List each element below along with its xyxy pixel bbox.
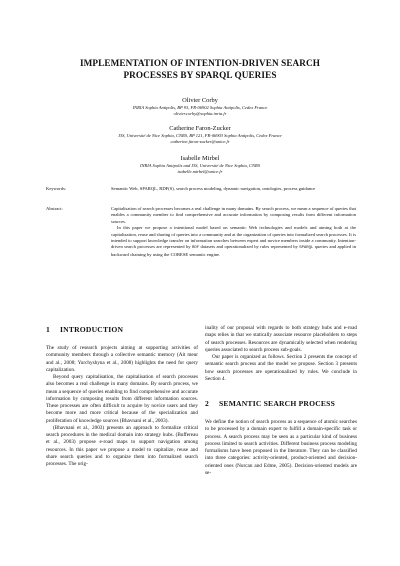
abstract-label: Abstract:	[46, 206, 63, 211]
intro-paragraph-3: (Bhavnani et al., 2003) presents an approach to formalize critical search procedures in the medical domain into strategy hubs. (Buffereau et al., 2003) propose e-road maps to support navigation among resources. In this paper we propose a model to capitalize, reuse and share search queries and to organize them into formalized search processes. The orig-	[46, 424, 198, 467]
author-email: catherine.faron-zucker@unice.fr	[170, 139, 230, 144]
author-block-1	[30, 97, 370, 117]
abstract-paragraph-1: Capitalisation of search processes becomes a real challenge in many domains. By search process, we mean a sequence of queries that enables a community member to find comprehensive and accurate information by composing results from different information sources.	[111, 206, 356, 224]
section-title: SEMANTIC SEARCH PROCESS	[219, 399, 335, 408]
abstract-paragraph-2	[111, 225, 356, 258]
keywords-text: Semantic Web, SPARQL, RDF(S), search process modeling, dynamic navigation, ontologies, process guidance	[111, 186, 316, 191]
author-name: Isabelle Mirbel	[180, 155, 220, 162]
abstract-rdf-term: RDF	[192, 246, 200, 251]
section-number: 1	[46, 325, 50, 334]
author-email: olivier.corby@sophia.inria.fr	[173, 111, 227, 116]
section-2-heading	[205, 399, 357, 408]
section-2-paragraph-1: We define the notion of search process as a sequence of atomic searches to be processed by a domain expert to fulfill a domain-specific task or process. A search process may be seen as a particular kind of business process limited to search activities. Different business process modeling formalisms have been proposed in the literature. They can be classified into three categories: activity-oriented, product-oriented and decision-oriented ones (Nurcan and Edme, 2005). Decision-oriented models are se-	[205, 419, 357, 476]
abstract-text-part: In this paper we propose a intentional model based on semantic Web technologies and models and aiming both at the capitalization, reuse and sharing of queries into a community and at the organization of queries into formalized search processes. It is intended to support knowledge transfer on information searches between expert and novice members inside a community. Intention-driven search processes are represented by	[111, 225, 356, 250]
paper-title-line-2: PROCESSES BY SPARQL QUERIES	[123, 70, 277, 80]
keywords-label: Keywords:	[46, 186, 67, 191]
author-email: isabelle.mirbel@unice.fr	[177, 169, 223, 174]
author-affiliation: INRIA Sophia Antipolis, BP 93, FR-06902 Sophia Antipolis, Cedex France	[132, 105, 268, 110]
left-column	[46, 325, 198, 468]
author-affiliation: I3S, Université de Nice Sophia, CNRS, BP 121, FR-06903 Sophia Antipolis, Cedex France	[118, 133, 282, 138]
abstract-text-part: datasets and operationalized by rules represented by	[199, 244, 300, 250]
section-number: 2	[205, 399, 209, 408]
intro-paragraph-1: The study of research projects aiming at supporting activities of community members through a collective semantic memory (Ait meur and al., 2008; Yurchyshyna et al., 2008) highlights the need for query capitalization.	[46, 345, 198, 373]
author-name: Olivier Corby	[182, 97, 218, 104]
author-name: Catherine Faron-Zucker	[169, 125, 231, 132]
abstract-text	[111, 206, 356, 258]
section-gap	[205, 383, 357, 399]
abstract-sparql-term: SPARQL	[299, 246, 314, 251]
intro-paragraph-5: Our paper is organized as follows. Section 2 presents the concept of semantic search process and the model we propose. Section 3 presents how search processes are operationalized by rules. We conclude in Section 4.	[205, 354, 357, 382]
section-title: INTRODUCTION	[60, 325, 124, 334]
paper-title	[40, 57, 360, 81]
right-column	[205, 325, 357, 477]
section-1-heading	[46, 325, 198, 334]
author-affiliation: INRIA Sophia Antipolis and I3S, Université de Nice Sophia, CNRS	[140, 163, 260, 168]
paper-title-line-1: IMPLEMENTATION OF INTENTION-DRIVEN SEARCH	[79, 58, 321, 68]
author-block-3	[30, 155, 370, 175]
author-block-2	[30, 125, 370, 145]
intro-paragraph-4: inality of our proposal with regards to both strategy hubs and e-road maps relies in that we statically associate resource placeholders to steps of search processes. Resources are dynamically selected when rendering queries associated to search process sub-goals.	[205, 325, 357, 353]
abstract-text-part: queries and applied in backward chaining by using the CORESE semantic engine.	[111, 244, 356, 257]
intro-paragraph-2: Beyond query capitalisation, the capitalisation of search processes also becomes a real challenge in many domains. By search process, we mean a sequence of queries enabling to find comprehensive and accurate information by composing results from different information sources. These processes are often difficult to acquire by novice users and they become more and more critical because of the specialization and proliferation of knowledge sources (Bhavnani et al., 2003).	[46, 374, 198, 424]
